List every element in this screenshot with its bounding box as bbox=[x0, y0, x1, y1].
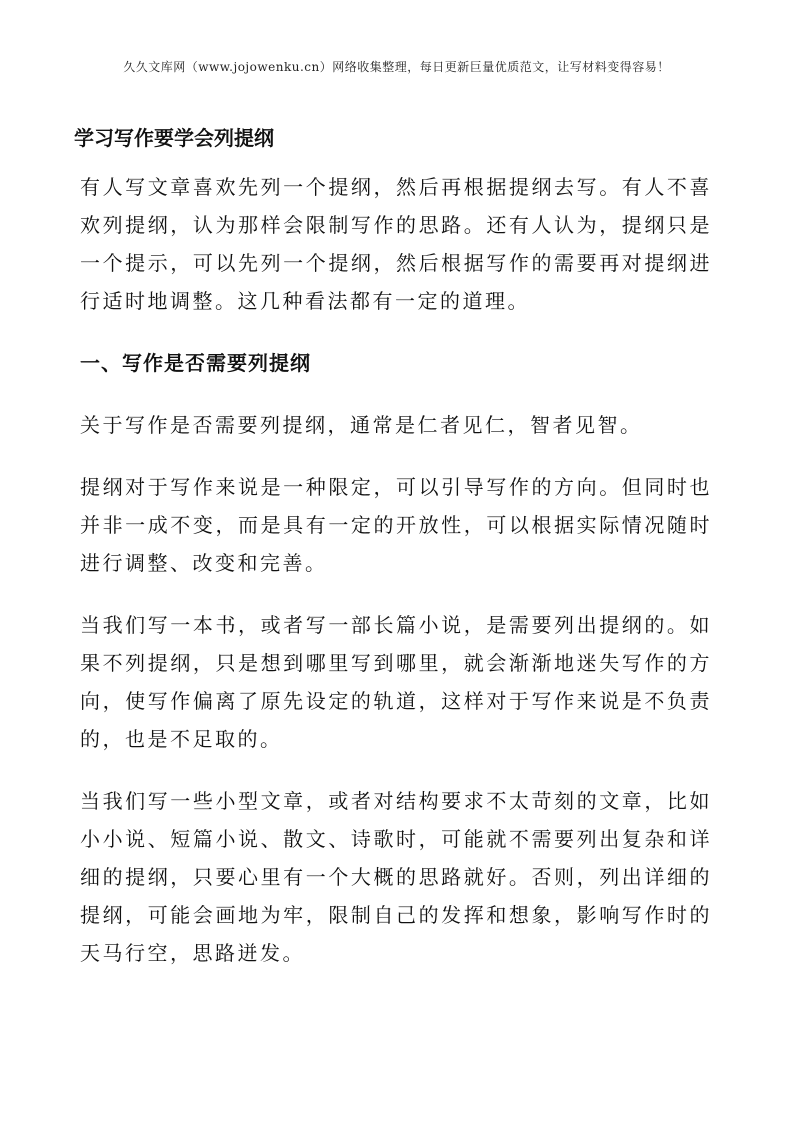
document-title: 学习写作要学会列提纲 bbox=[74, 126, 274, 150]
document-body bbox=[80, 168, 712, 996]
paragraph: 当我们写一本书，或者写一部长篇小说，是需要列出提纲的。如果不列提纲，只是想到哪里写到哪里，就会渐渐地迷失写作的方向，使写作偏离了原先设定的轨道，这样对于写作来说是不负责的，也是不足取的。 bbox=[80, 613, 712, 751]
section-heading: 一、写作是否需要列提纲 bbox=[80, 351, 311, 375]
intro-paragraph: 有人写文章喜欢先列一个提纲，然后再根据提纲去写。有人不喜欢列提纲，认为那样会限制写作的思路。还有人认为，提纲只是一个提示，可以先列一个提纲，然后根据写作的需要再对提纲进行适时地调整。这几种看法都有一定的道理。 bbox=[80, 175, 712, 313]
paragraph: 提纲对于写作来说是一种限定，可以引导写作的方向。但同时也并非一成不变，而是具有一定的开放性，可以根据实际情况随时进行调整、改变和完善。 bbox=[80, 475, 712, 575]
paragraph: 关于写作是否需要列提纲，通常是仁者见仁，智者见智。 bbox=[80, 413, 643, 437]
page-header: 久久文库网（www.jojowenku.cn）网络收集整理，每日更新巨量优质范文，让写材料变得容易！ bbox=[123, 60, 670, 74]
paragraph: 当我们写一些小型文章，或者对结构要求不太苛刻的文章，比如小小说、短篇小说、散文、诗歌时，可能就不需要列出复杂和详细的提纲，只要心里有一个大概的思路就好。否则，列出详细的提纲，可能会画地为牢，限制自己的发挥和想象，影响写作时的天马行空，思路迸发。 bbox=[80, 789, 712, 965]
